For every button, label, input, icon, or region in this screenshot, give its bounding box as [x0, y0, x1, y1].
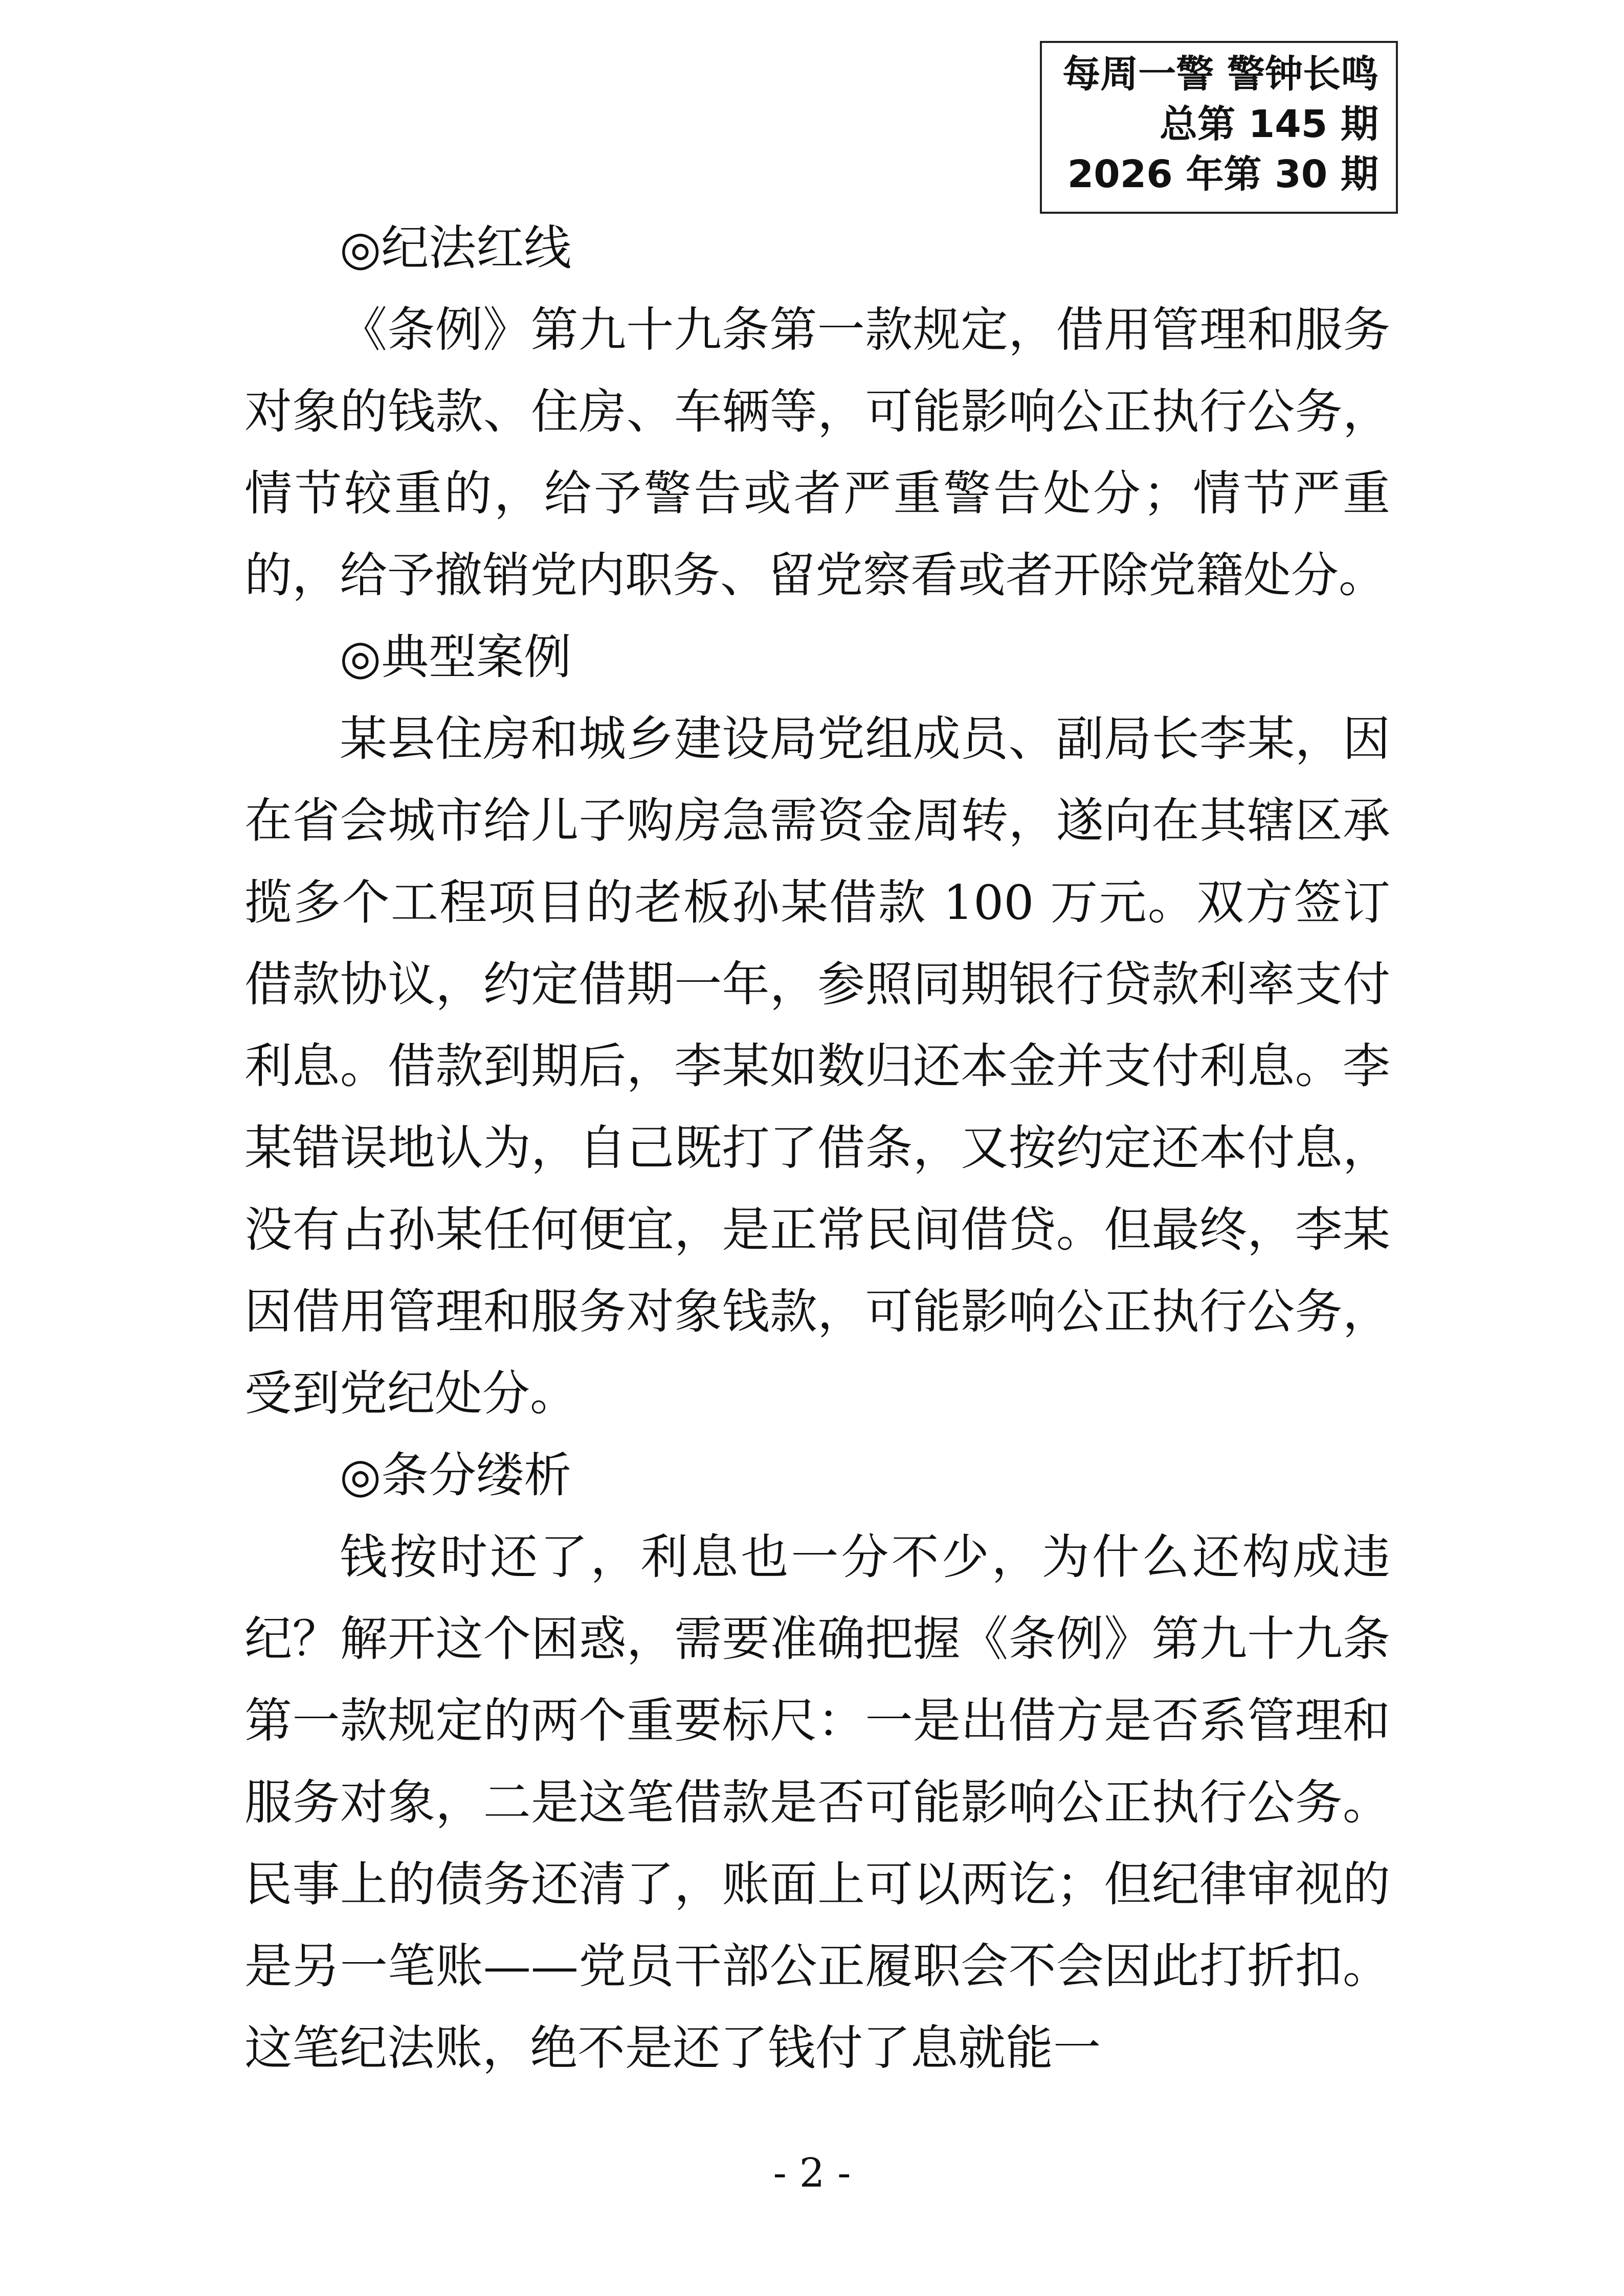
section-paragraph-case: 某县住房和城乡建设局党组成员、副局长李某，因在省会城市给儿子购房急需资金周转，遂向在其辖区承揽多个工程项目的老板孙某借款 100 万元。双方签订借款协议，约定借期一年，参照同期银行贷款利率支付利息。借款到期后，李某如数归还本金并支付利息。李某错误地认为，自己既打了借条，又按约定还本付息，没有占孙某任何便宜，是正常民间借贷。但最终，李某因借用管理和服务对象钱款，可能影响公正执行公务，受到党纪处分。 [244, 711, 1390, 1421]
section-paragraph-regulation: 《条例》第九十九条第一款规定，借用管理和服务对象的钱款、住房、车辆等，可能影响公正执行公务，情节较重的，给予警告或者严重警告处分；情节严重的，给予撤销党内职务、留党察看或者开除党籍处分。 [244, 302, 1390, 603]
document-body [244, 207, 1390, 2089]
header-year-issue: 2026 年第 30 期 [1067, 152, 1378, 196]
page-number: - 2 - [773, 2150, 851, 2196]
section-title-discipline-redline: ◎纪法红线 [340, 220, 572, 276]
section-title-typical-case: ◎典型案例 [340, 629, 572, 685]
section-title-analysis: ◎条分缕析 [340, 1448, 572, 1503]
issue-header-box [1040, 41, 1398, 214]
header-slogan: 每周一警 警钟长鸣 [1062, 52, 1378, 96]
section-paragraph-analysis: 钱按时还了，利息也一分不少，为什么还构成违纪？解开这个困惑，需要准确把握《条例》第九十九条第一款规定的两个重要标尺：一是出借方是否系管理和服务对象，二是这笔借款是否可能影响公正执行公务。民事上的债务还清了，账面上可以两讫；但纪律审视的是另一笔账——党员干部公正履职会不会因此打折扣。这笔纪法账，绝不是还了钱付了息就能一 [244, 1529, 1390, 2076]
header-total-issue: 总第 145 期 [1160, 102, 1378, 146]
